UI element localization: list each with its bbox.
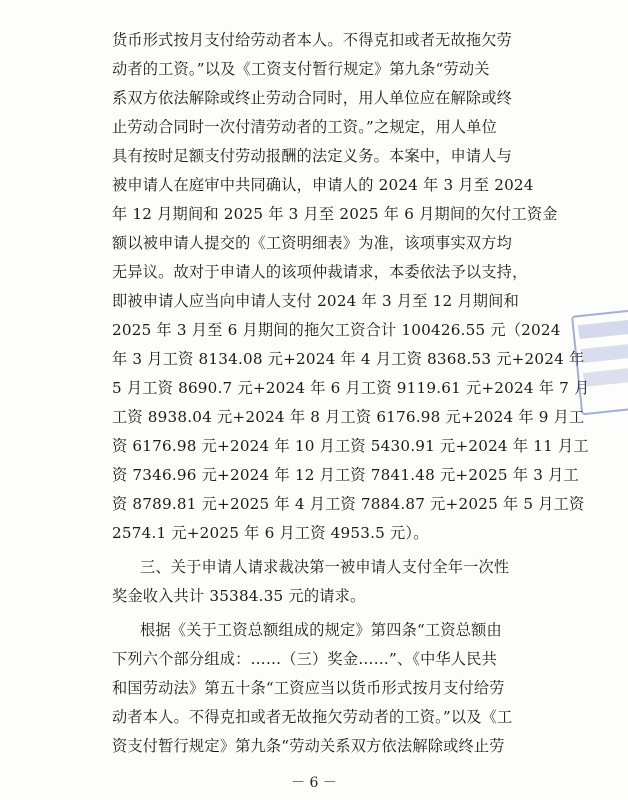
text-line: 具有按时足额支付劳动报酬的法定义务。本案中，申请人与 <box>112 147 513 165</box>
text-line: 2574.1 元+2025 年 6 月工资 4953.5 元）。 <box>112 524 429 542</box>
text-line: 货币形式按月支付给劳动者本人。不得克扣或者无故拖欠劳 <box>112 31 513 49</box>
text-line: 止劳动合同时一次付清劳动者的工资。”之规定，用人单位 <box>112 118 498 136</box>
text-line: 和国劳动法》第五十条“工资应当以货币形式按月支付给劳 <box>112 679 505 697</box>
text-line: 无异议。故对于申请人的该项仲裁请求，本委依法予以支持， <box>112 263 528 281</box>
text-line: 即被申请人应当向申请人支付 2024 年 3 月至 12 月期间和 <box>112 292 519 310</box>
text-line: 资 7346.96 元+2024 年 12 月工资 7841.48 元+2025 年 3 月工 <box>112 466 579 484</box>
text-line: 工资 8938.04 元+2024 年 8 月工资 6176.98 元+2024 年 9 月工 <box>112 408 585 426</box>
text-line: 5 月工资 8690.7 元+2024 年 6 月工资 9119.61 元+2024 年 7 月 <box>112 379 590 397</box>
text-line: 额以被申请人提交的《工资明细表》为准，该项事实双方均 <box>112 234 513 252</box>
text-line: 2025 年 3 月至 6 月期间的拖欠工资合计 100426.55 元（2024 <box>112 321 561 339</box>
text-line: 动者本人。不得克扣或者无故拖欠劳动者的工资。”以及《工 <box>112 708 513 726</box>
page-number: － 6 － <box>291 775 337 791</box>
text-line: 根据《关于工资总额组成的规定》第四条“工资总额由 <box>140 621 502 639</box>
text-line: 资支付暂行规定》第九条“劳动关系双方依法解除或终止劳 <box>112 737 505 755</box>
text-line: 资 8789.81 元+2025 年 4 月工资 7884.87 元+2025 年 5 月工资 <box>112 495 585 513</box>
seal-stamp <box>571 309 628 416</box>
text-line: 年 3 月工资 8134.08 元+2024 年 4 月工资 8368.53 元+2024 年 <box>112 350 585 368</box>
text-line: 被申请人在庭审中共同确认，申请人的 2024 年 3 月至 2024 <box>112 176 534 194</box>
text-line: 系双方依法解除或终止劳动合同时，用人单位应在解除或终 <box>112 89 513 107</box>
section-heading-line: 奖金收入共计 35384.35 元的请求。 <box>112 587 366 605</box>
section-heading-line: 三、关于申请人请求裁决第一被申请人支付全年一次性 <box>140 558 510 576</box>
text-line: 动者的工资。”以及《工资支付暂行规定》第九条“劳动关 <box>112 60 490 78</box>
text-line: 年 12 月期间和 2025 年 3 月至 2025 年 6 月期间的欠付工资金 <box>112 205 558 223</box>
text-line: 下列六个部分组成：……（三）奖金……”、《中华人民共 <box>112 650 498 668</box>
text-line: 资 6176.98 元+2024 年 10 月工资 5430.91 元+2024 年 11 月工 <box>112 437 589 455</box>
